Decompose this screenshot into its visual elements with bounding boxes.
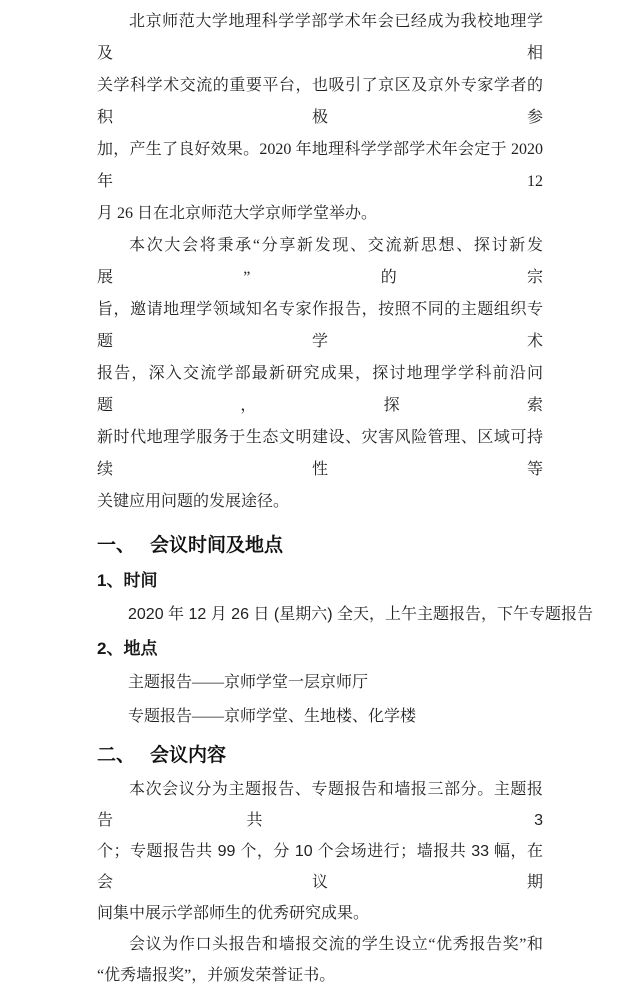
section-1-heading xyxy=(97,528,543,564)
text-line: 加，产生了良好效果。2020 年地理科学学部学术年会定于 2020 年 12 xyxy=(97,141,543,190)
text-line: 间集中展示学部师生的优秀研究成果。 xyxy=(97,905,370,922)
awards-paragraph xyxy=(97,929,543,991)
venue-main-line: 主题报告——京师学堂一层京师厅 xyxy=(128,674,369,691)
time-subheading: 1、时间 xyxy=(97,571,158,590)
section-number: 二、 xyxy=(97,745,136,766)
text-line: 旨，邀请地理学领域知名专家作报告，按照不同的主题组织专题学术 xyxy=(97,301,543,350)
text-line: 个；专题报告共 99 个，分 10 个会场进行；墙报共 33 幅，在会议期 xyxy=(97,843,543,891)
section-2-heading xyxy=(97,738,543,774)
section-title: 会议内容 xyxy=(150,745,227,766)
venue-special-line: 专题报告——京师学堂、生地楼、化学楼 xyxy=(128,708,417,725)
section-number: 一、 xyxy=(97,535,136,556)
text-line: 北京师范大学地理科学学部学术年会已经成为我校地理学及相 xyxy=(97,13,543,62)
venue-subheading: 2、地点 xyxy=(97,639,158,658)
text-line: 关键应用问题的发展途径。 xyxy=(97,493,290,510)
section-title: 会议时间及地点 xyxy=(150,535,284,556)
intro-paragraph xyxy=(97,6,543,230)
text-line: 本次会议分为主题报告、专题报告和墙报三部分。主题报告共 3 xyxy=(97,781,543,829)
text-line: 月 26 日在北京师范大学京师学堂举办。 xyxy=(97,205,378,222)
text-line: 新时代地理学服务于生态文明建设、灾害风险管理、区域可持续性等 xyxy=(97,429,543,478)
text-line: 本次大会将秉承“分享新发现、交流新思想、探讨新发展”的宗 xyxy=(97,237,543,286)
text-line: 报告，深入交流学部最新研究成果，探讨地理学学科前沿问题，探索 xyxy=(97,365,543,414)
text-line: “优秀墙报奖”，并颁发荣誉证书。 xyxy=(97,967,336,984)
document-body xyxy=(97,0,593,991)
purpose-paragraph xyxy=(97,230,543,518)
text-line: 会议为作口头报告和墙报交流的学生设立“优秀报告奖”和 xyxy=(129,936,543,953)
time-detail-line: 2020 年 12 月 26 日 (星期六) 全天，上午主题报告，下午专题报告 xyxy=(128,606,593,623)
text-line: 关学科学术交流的重要平台，也吸引了京区及京外专家学者的积极参 xyxy=(97,77,543,126)
content-paragraph xyxy=(97,774,543,929)
